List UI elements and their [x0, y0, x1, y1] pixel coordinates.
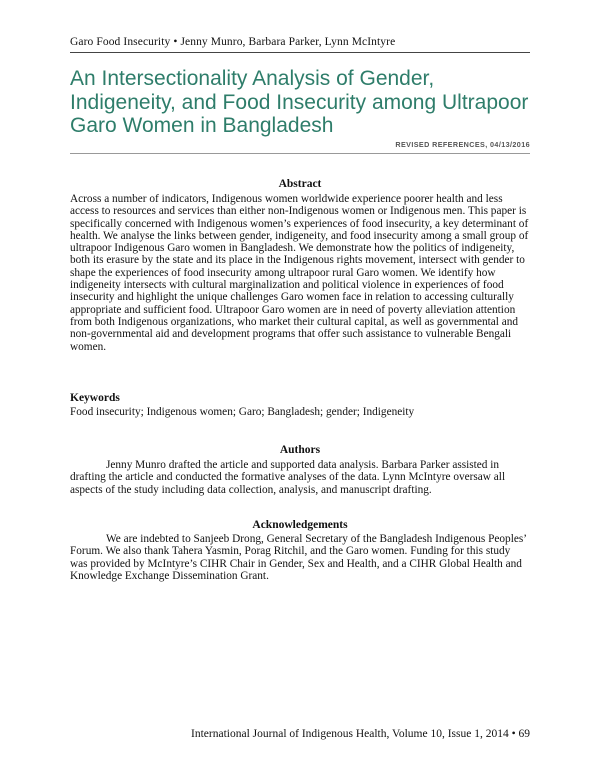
- header-rule: [70, 52, 530, 53]
- authors-heading: Authors: [279, 444, 321, 456]
- authors-text: Jenny Munro drafted the article and supported data analysis. Barbara Parker assisted in drafting the article and conducted the formative analyses of the data. Lynn McIntyre oversaw all aspects of the study including data collection, analysis, and manuscript drafting.: [70, 459, 506, 496]
- abstract-text: Across a number of indicators, Indigenous women worldwide experience poorer health and less access to resources and services than either non-Indigenous women or Indigenous men. This paper is specifically concerned with Indigenous women’s experiences of food insecurity, a key determinant of health. We analyse the links between gender, indigeneity, and food insecurity among a small group of ultrapoor Indigenous Garo women in Bangladesh. We demonstrate how the politics of indigeneity, both its erasure by the state and its place in the Indigenous rights movement, intersect with gender to shape the experiences of food insecurity among ultrapoor rural Garo women. We identify how indigeneity intersects with cultural marginalization and political violence in experiences of food insecurity and highlight the unique challenges Garo women face in relation to accessing culturally appropriate and sufficient food. Ultrapoor Garo women are in need of poverty alleviation attention from both Indigenous organizations, who market their cultural capital, as well as governmental and non-governmental aid and development programs that offer such assistance to vulnerable Bengali women.: [70, 193, 529, 353]
- running-head: Garo Food Insecurity • Jenny Munro, Barbara Parker, Lynn McIntyre: [70, 36, 396, 48]
- article-title: An Intersectionality Analysis of Gender, Indigeneity, and Food Insecurity among Ultrapoor Garo Women in Bangladesh: [70, 67, 529, 137]
- keywords-heading: Keywords: [70, 392, 120, 404]
- title-rule: [70, 153, 530, 154]
- keywords-text: Food insecurity; Indigenous women; Garo; Bangladesh; gender; Indigeneity: [70, 406, 415, 418]
- revised-note: REVISED REFERENCES, 04/13/2016: [395, 140, 530, 149]
- page-footer: International Journal of Indigenous Health, Volume 10, Issue 1, 2014 • 69: [191, 728, 530, 740]
- abstract-heading: Abstract: [278, 178, 322, 190]
- acknowledgements-text: We are indebted to Sanjeeb Drong, General Secretary of the Bangladesh Indigenous Peoples’ Forum. We also thank Tahera Yasmin, Porag Ritchil, and the Garo women. Funding for this study was provided by McIntyre’s CIHR Chair in Gender, Sex and Health, and a CIHR Global Health and Knowledge Exchange Dissemination Grant.: [70, 533, 527, 582]
- acknowledgements-heading: Acknowledgements: [252, 519, 348, 531]
